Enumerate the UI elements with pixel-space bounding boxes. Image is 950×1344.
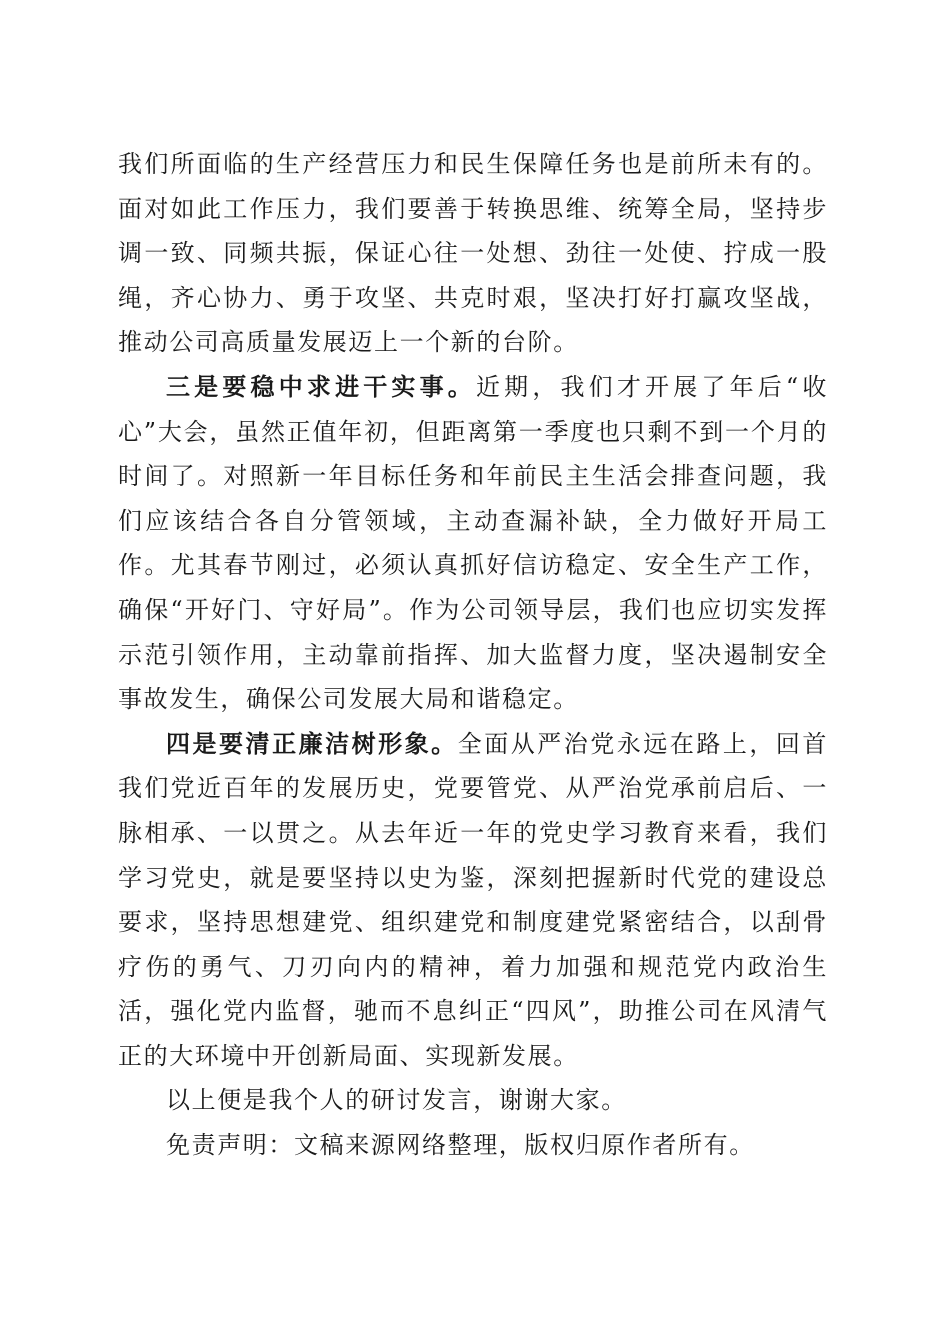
paragraph-point-three xyxy=(118,365,828,722)
paragraph-text: 我们所面临的生产经营压力和民生保障任务也是前所未有的。面对如此工作压力，我们要善于转换思维、统筹全局，坚持步调一致、同频共振，保证心往一处想、劲往一处使、拧成一股绳，齐心协力、勇于攻坚、共克时艰，坚决打好打赢攻坚战，推动公司高质量发展迈上一个新的台阶。 xyxy=(118,150,828,357)
paragraph-heading: 四是要清正廉洁树形象。 xyxy=(166,728,458,758)
document-body xyxy=(118,142,828,1168)
paragraph-point-four xyxy=(118,722,828,1079)
paragraph-text: 免责声明：文稿来源网络整理，版权归原作者所有。 xyxy=(166,1131,755,1160)
paragraph-text: 以上便是我个人的研讨发言，谢谢大家。 xyxy=(166,1086,627,1115)
paragraph-text: 近期，我们才开展了年后“收心”大会，虽然正值年初，但距离第一季度也只剩不到一个月的时间了。对照新一年目标任务和年前民主生活会排查问题，我们应该结合各自分管领域，主动查漏补缺，全力做好开局工作。尤其春节刚过，必须认真抓好信访稳定、安全生产工作，确保“开好门、守好局”。作为公司领导层，我们也应切实发挥示范引领作用，主动靠前指挥、加大监督力度，坚决遏制安全事故发生，确保公司发展大局和谐稳定。 xyxy=(118,372,828,714)
paragraph-continuation xyxy=(118,142,828,365)
closing-remark xyxy=(118,1078,828,1123)
disclaimer xyxy=(118,1123,828,1168)
paragraph-text: 全面从严治党永远在路上，回首我们党近百年的发展历史，党要管党、从严治党承前启后、一脉相承、一以贯之。从去年近一年的党史学习教育来看，我们学习党史，就是要坚持以史为鉴，深刻把握新时代党的建设总要求，坚持思想建党、组织建党和制度建党紧密结合，以刮骨疗伤的勇气、刀刃向内的精神，着力加强和规范党内政治生活，强化党内监督，驰而不息纠正“四风”，助推公司在风清气正的大环境中开创新局面、实现新发展。 xyxy=(118,729,828,1070)
paragraph-heading: 三是要稳中求进干实事。 xyxy=(166,371,476,401)
